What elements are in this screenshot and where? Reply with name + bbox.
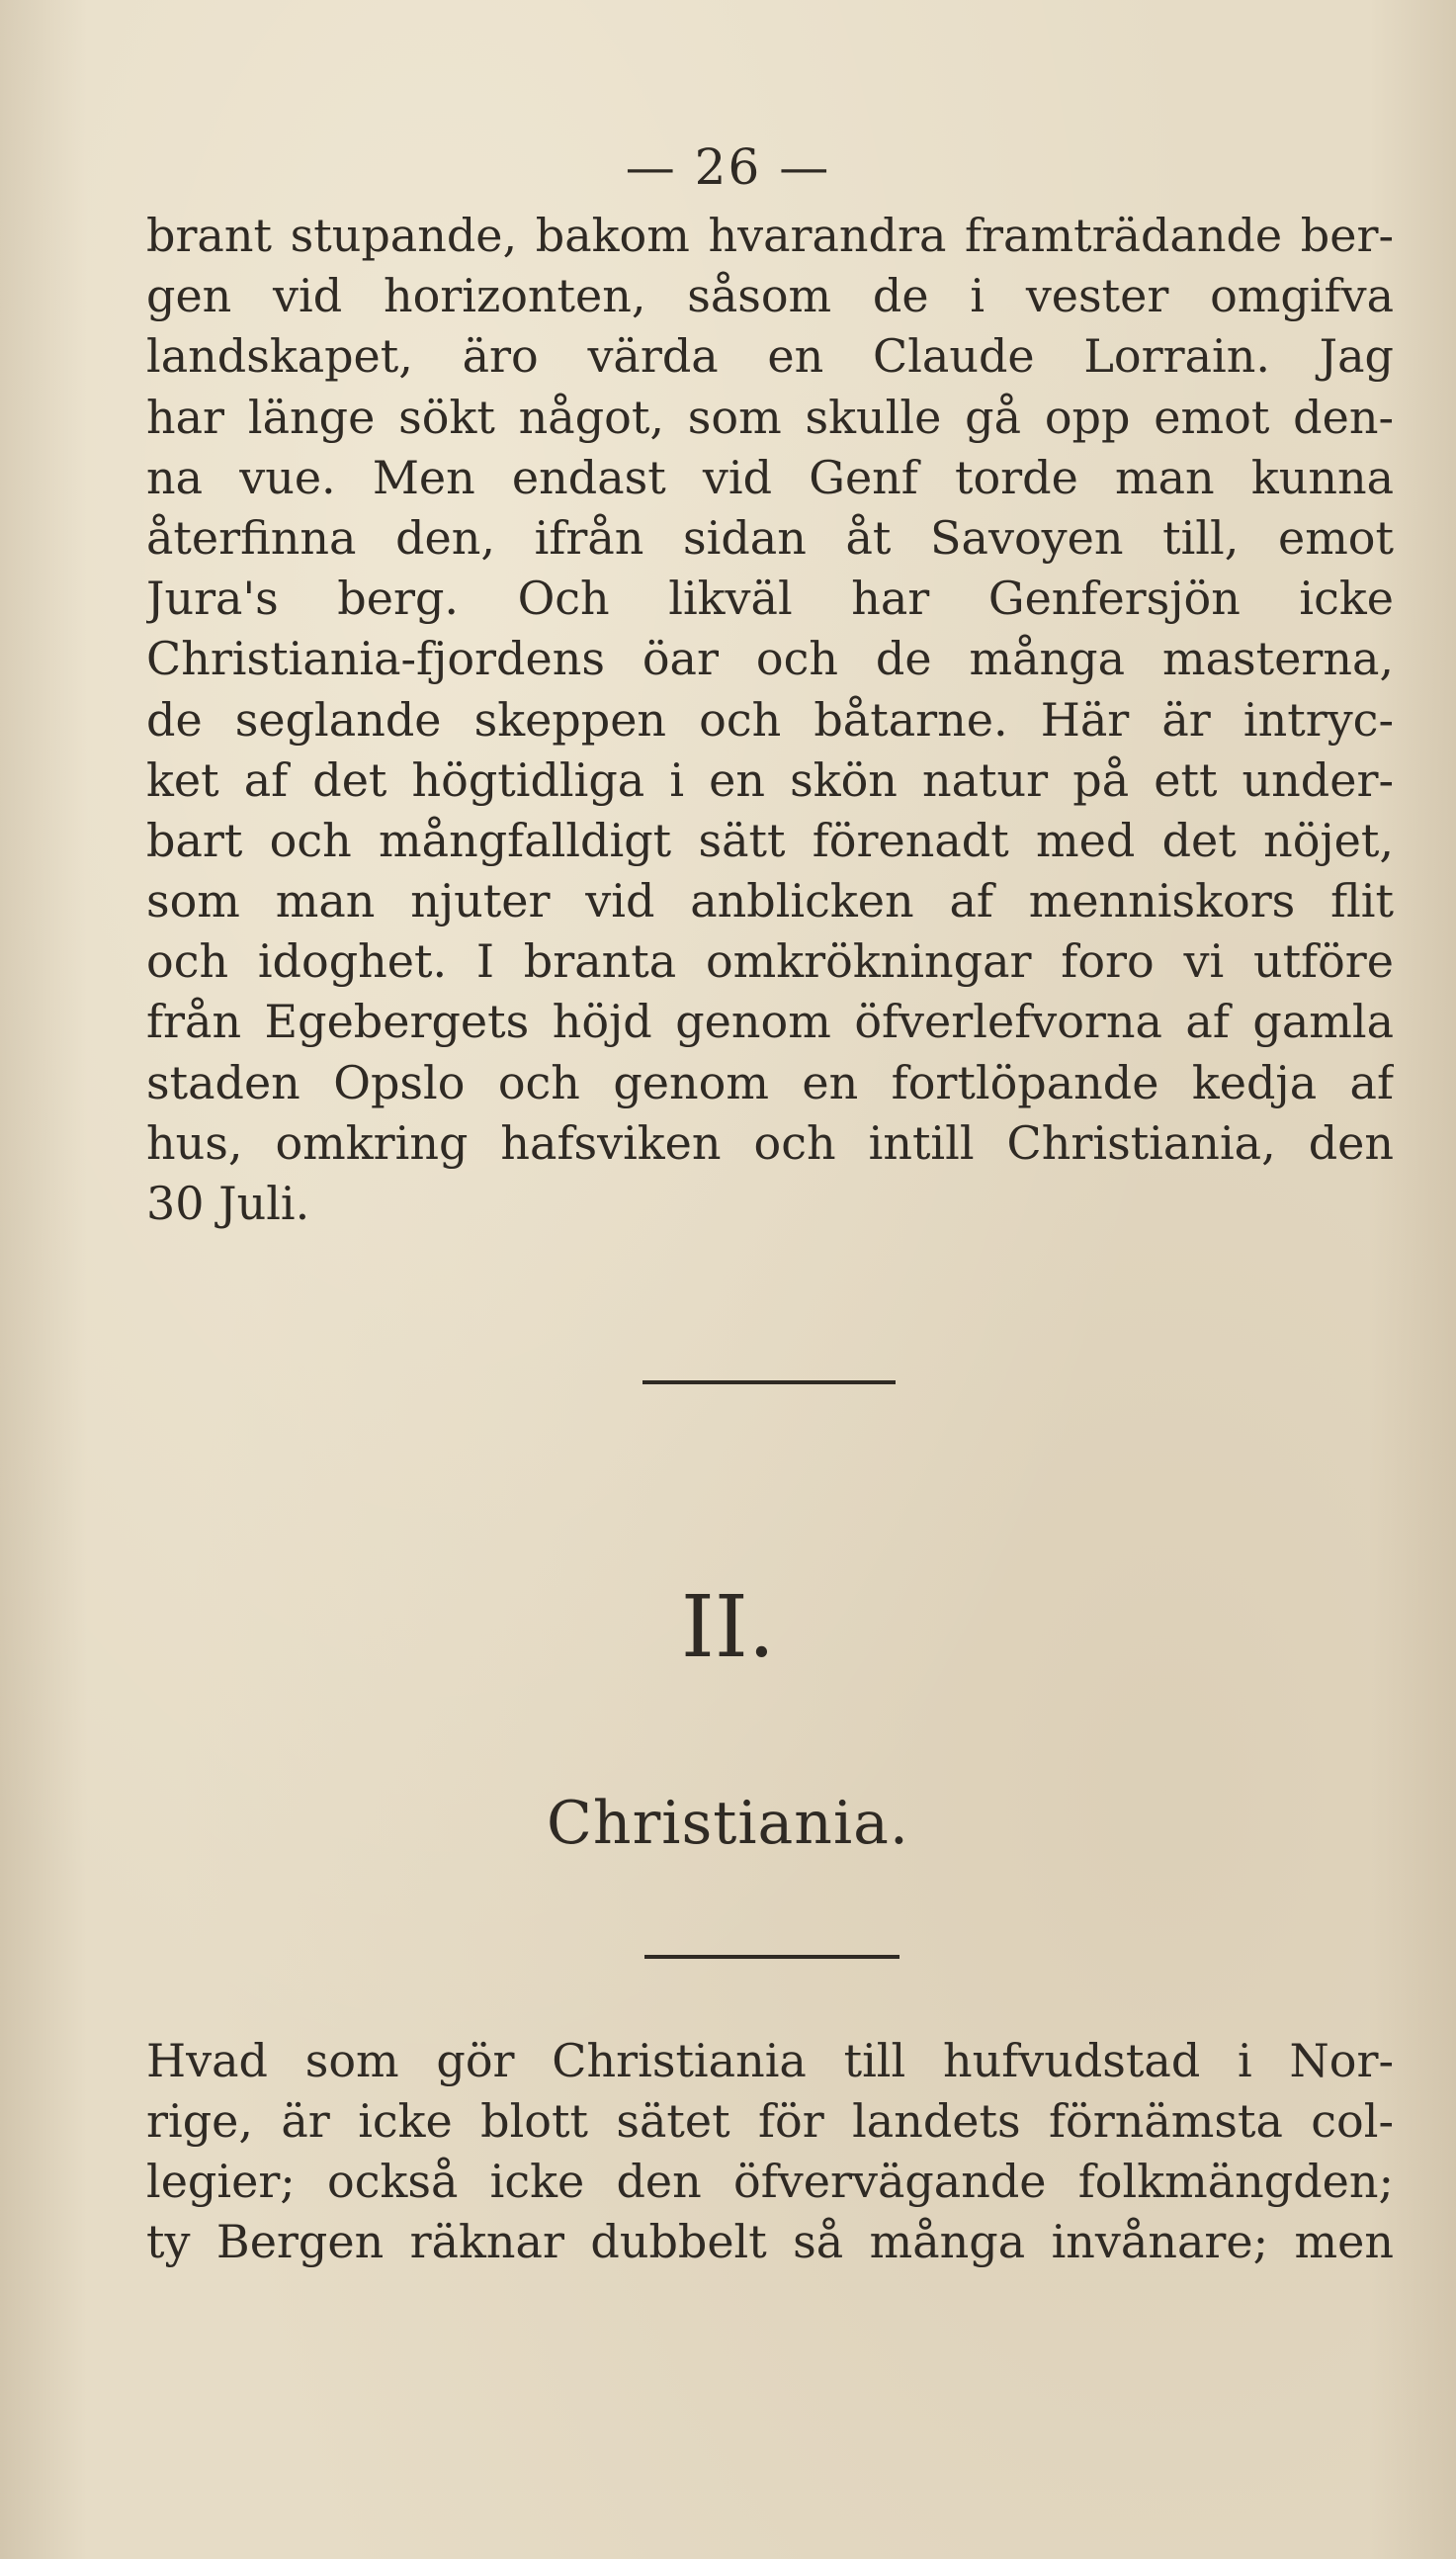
title-divider <box>644 1955 899 1959</box>
text-line: ket af det högtidliga i en skön natur på ett under- <box>146 752 1394 807</box>
text-line: 30 Juli. <box>146 1177 310 1230</box>
section-divider <box>642 1380 896 1384</box>
text-line: och idoghet. I branta omkrökningar foro vi utföre <box>146 934 1394 989</box>
text-line: hus, omkring hafsviken och intill Christiania, den <box>146 1115 1394 1170</box>
chapter-title: Christiania. <box>547 1789 909 1858</box>
paragraph-2 <box>146 2031 1394 2272</box>
chapter-number: II. <box>680 1578 776 1677</box>
text-line: brant stupande, bakom hvarandra framträdande ber- <box>146 209 1394 262</box>
page-number: — 26 — <box>625 138 831 196</box>
text-line: landskapet, äro värda en Claude Lorrain. Jag <box>146 329 1394 384</box>
text-line: Christiania-fjordens öar och de många masterna, <box>146 632 1394 686</box>
text-line: från Egebergets höjd genom öfverlefvorna af gamla <box>146 995 1394 1049</box>
text-line: de seglande skeppen och båtarne. Här är intryc- <box>146 692 1394 747</box>
text-line: Hvad som gör Christiania till hufvudstad i Nor- <box>146 2034 1394 2087</box>
text-line: ty Bergen räknar dubbelt så många invånare; men <box>146 2215 1394 2268</box>
text-line: legier; också icke den öfvervägande folkmängden; <box>146 2155 1394 2208</box>
text-line: återfinna den, ifrån sidan åt Savoyen till, emot <box>146 510 1394 565</box>
text-line: har länge sökt något, som skulle gå opp emot den- <box>146 390 1394 444</box>
text-line: bart och mångfalldigt sätt förenadt med det nöjet, <box>146 813 1394 867</box>
text-line: rige, är icke blott sätet för landets förnämsta col- <box>146 2094 1394 2148</box>
paragraph-1 <box>146 206 1394 1234</box>
text-line: som man njuter vid anblicken af menniskors flit <box>146 874 1394 928</box>
text-line: gen vid horizonten, såsom de i vester omgifva <box>146 269 1394 323</box>
text-line: Jura's berg. Och likväl har Genfersjön icke <box>146 572 1394 626</box>
text-line: staden Opslo och genom en fortlöpande kedja af <box>146 1055 1394 1109</box>
text-line: na vue. Men endast vid Genf torde man kunna <box>146 450 1394 504</box>
